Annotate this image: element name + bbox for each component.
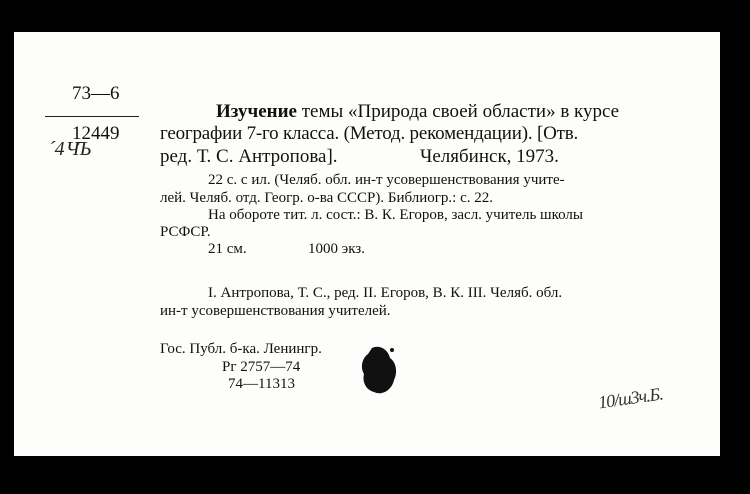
title-line-1: [216, 102, 619, 121]
card-number: 12449: [72, 123, 120, 144]
class-code: 73—6: [72, 83, 120, 104]
copies: 1000 экз.: [308, 241, 365, 257]
title-line-2: географии 7-го класса. (Метод. рекомендации). [Отв.: [160, 123, 579, 144]
desc-line-2: лей. Челяб. отд. Геогр. о-ва СССР). Библиогр.: с. 22.: [160, 190, 494, 206]
title-line-3a: ред. Т. С. Антропова].: [160, 146, 338, 167]
tracing-line-2: ин-т усовершенствования учителей.: [160, 303, 391, 319]
library: Гос. Публ. б-ка. Ленингр.: [160, 341, 322, 357]
handwritten-mark-left: ˊ4 ЧЪ: [50, 138, 89, 160]
handwritten-mark-right: 10/ш3ч.Б.: [596, 383, 664, 413]
tracing-line-1: I. Антропова, Т. С., ред. II. Егоров, В. К. III. Челяб. обл.: [208, 285, 563, 301]
title-line-3b: Челябинск, 1973.: [420, 146, 559, 167]
title-bold: Изучение: [216, 101, 297, 122]
desc-line-3: На обороте тит. л. сост.: В. К. Егоров, засл. учитель школы: [208, 207, 583, 223]
divider-rule: [45, 116, 139, 117]
registration-2: 74—11313: [228, 376, 295, 392]
registration-1: Рг 2757—74: [222, 359, 301, 375]
size: 21 см.: [208, 241, 247, 257]
title-line-1-rest: темы «Природа своей области» в курсе: [297, 101, 620, 122]
desc-line-1: 22 с. с ил. (Челяб. обл. ин-т усовершенствования учите-: [208, 172, 565, 188]
ink-blot: [358, 344, 400, 396]
desc-line-4: РСФСР.: [160, 224, 211, 240]
